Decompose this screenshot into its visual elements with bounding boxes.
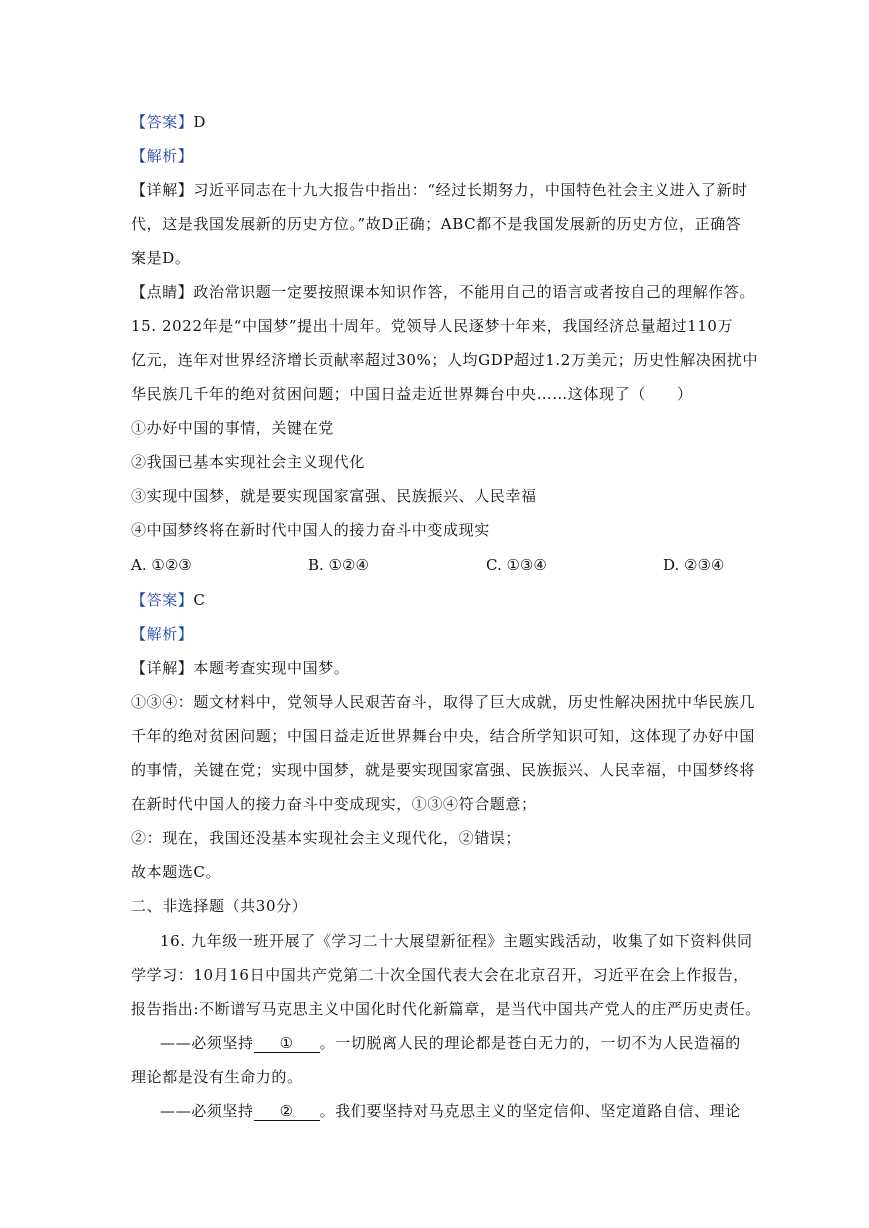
detail-15-line-2: 千年的绝对贫困问题；中国日益走近世界舞台中央，结合所学知识可知，这体现了办好中国 — [131, 727, 756, 745]
option-d: D. ②③④ — [663, 556, 725, 574]
detail-15-line-4: 在新时代中国人的接力奋斗中变成现实，①③④符合题意； — [131, 795, 537, 813]
option-a: A. ①②③ — [131, 556, 192, 574]
question-15-line-2: 亿元，连年对世界经济增长贡献率超过30%；人均GDP超过1.2万美元；历史性解决困扰中 — [131, 351, 759, 369]
detail-15-title: 【详解】本题考查实现中国梦。 — [131, 659, 350, 677]
detail-15-line-5: ②：现在，我国还没基本实现社会主义现代化，②错误； — [131, 829, 522, 847]
question-16-line-2: 学学习：10月16日中国共产党第二十次全国代表大会在北京召开，习近平在会上作报告， — [131, 966, 749, 984]
detail-14-line-2: 代，这是我国发展新的历史方位。”故D正确；ABC都不是我国发展新的历史方位，正确答 — [131, 215, 742, 233]
detail-14-line-1: 【详解】习近平同志在十九大报告中指出：“经过长期努力，中国特色社会主义进入了新时 — [131, 181, 748, 199]
analysis-heading-1: 【解析】 — [131, 147, 194, 165]
question-16-line-3: 报告指出:不断谱写马克思主义中国化时代化新篇章，是当代中国共产党人的庄严历史责任。 — [131, 1000, 761, 1018]
blank-1: ① — [254, 1035, 320, 1053]
answer-14: 【答案】D — [131, 113, 207, 131]
statement-2: ②我国已基本实现社会主义现代化 — [131, 453, 366, 471]
option-c: C. ①③④ — [486, 556, 547, 574]
material-1: ——必须坚持 ① 。一切脱离人民的理论都是苍白无力的，一切不为人民造福的 — [160, 1034, 741, 1052]
material-1-continued: 理论都是没有生命力的。 — [131, 1068, 303, 1086]
question-16-line-1: 16. 九年级一班开展了《学习二十大展望新征程》主题实践活动，收集了如下资料供同 — [160, 932, 753, 950]
detail-15-line-6: 故本题选C。 — [131, 863, 222, 881]
detail-14-line-3: 案是D。 — [131, 249, 191, 267]
material-2: ——必须坚持 ② 。我们要坚持对马克思主义的坚定信仰、坚定道路自信、理论 — [160, 1102, 741, 1120]
detail-15-line-3: 的事情，关键在党；实现中国梦，就是要实现国家富强、民族振兴、人民幸福，中国梦终将 — [131, 761, 756, 779]
statement-3: ③实现中国梦，就是要实现国家富强、民族振兴、人民幸福 — [131, 487, 537, 505]
question-15-line-1: 15. 2022年是“中国梦”提出十周年。党领导人民逐梦十年来，我国经济总量超过110万 — [131, 317, 734, 335]
tip-14: 【点睛】政治常识题一定要按照课本知识作答，不能用自己的语言或者按自己的理解作答。 — [131, 283, 756, 301]
question-15-line-3: 华民族几千年的绝对贫困问题；中国日益走近世界舞台中央……这体现了（ ） — [131, 385, 693, 403]
statement-4: ④中国梦终将在新时代中国人的接力奋斗中变成现实 — [131, 521, 490, 539]
statement-1: ①办好中国的事情，关键在党 — [131, 419, 334, 437]
detail-15-line-1: ①③④：题文材料中，党领导人民艰苦奋斗，取得了巨大成就，历史性解决困扰中华民族几 — [131, 693, 756, 711]
answer-15: 【答案】C — [131, 591, 206, 609]
section-heading: 二、非选择题（共30分） — [131, 897, 308, 915]
option-b: B. ①②④ — [308, 556, 369, 574]
analysis-heading-2: 【解析】 — [131, 625, 194, 643]
blank-2: ② — [254, 1103, 320, 1121]
